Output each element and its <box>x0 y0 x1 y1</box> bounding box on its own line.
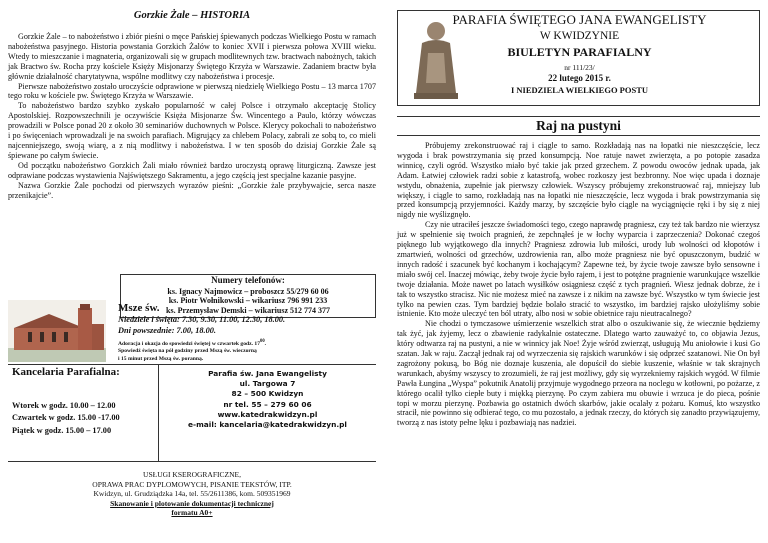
left-column <box>8 10 376 200</box>
parish-city: W KWIDZYNIE <box>539 30 620 42</box>
article-paragraph: Nie chodzi o tymczasowe uśmierzenie wszelkich strat albo o oszukiwanie się, że wiecznie będziemy tak żyć, jak żyjemy, lecz o zbawienie radykalnie ostateczne. Dlatego warto zauważyć to, co objawia Jezus, który odtwarza raj na pustyni, a nie w winnicy jak Noe! Żyje wśród zwierząt, usługują Mu aniołowie i kusi Go szatan. Jak w raju. Zaczął jednak raj od wyrzeczenia się rajskich warunków i się odprzeć szatanowi. Nie On był zagrożony pokusą, bo Bóg nie doznaje kuszenia, ale dopuścił do siebie kuszenie, właśnie w tak skrajnych warunkach, abyśmy wszyscy to zrozumieli, że raj jest możliwy, gdy się wyrzekniemy rajskich wygód. W filmie Pawła Łungina „Wyspa” pokutnik Anatolij przyjmuje wygodnego przeora na noclegu w kotłowni, po pożarze, z którego ocalił tylko ciepłe buty i miękką pierzynę. Po czym zabiera mu obuwie i wrzuca je do pieca, pośnie topi w morzu pierzynę. Pozbawia go ostatnich dwóch skarbów, jakie ocalały z pożaru. Komuś, kto wszystko stracił, nie powinno się odbierać tego, co mu pozostało, a jednak rzeczy, do których się zanadto przywiązujemy, tworzą z nas istoty pełne lęku i pozbawiają nas nadziei. <box>397 319 760 428</box>
office-hours-line: Czwartek w godz. 15.00 -17.00 <box>12 413 120 423</box>
history-title: Gorzkie Żale – HISTORIA <box>133 10 251 21</box>
ad-line-underlined: Skanowanie i plotowanie dokumentacji technicznej <box>110 498 274 508</box>
office-hours <box>12 400 162 437</box>
office-hours-line: Piątek w godz. 15.00 – 17.00 <box>12 425 112 435</box>
ad-line-underlined: formatu A0+ <box>171 508 213 517</box>
article-title: Raj na pustyni <box>397 116 760 136</box>
masses-note <box>118 338 376 363</box>
history-paragraph: Gorzkie Żale – to nabożeństwo i zbiór pieśni o męce Pańskiej śpiewanych podczas Wielkiego Postu w ramach nabożeństwa pasyjnego. Historia powstania Gorzkich Żalów to koniec XVII i pierwsza połowa XVIII wieku. Wtedy to mieszczanie i magnateria, organizowali się w grupach modlitewnych tzw. bractwach nabożnych, takich jak Bractwo św. Rocha przy kościele Księży Misjonarzy Świętego Krzyża w Warszawie. Zadaniem bractw była głównie działalność charytatywna, wspólne modlitwy czy nabożeństwa i procesje. <box>8 32 376 81</box>
ad-line: USŁUGI KSEROGRAFICZNE, <box>143 470 241 479</box>
ad-line: Kwidzyn, ul. Grudziądzka 14a, tel. 55/2611386, kom. 509351969 <box>93 489 291 498</box>
ad-line: OPRAWA PRAC DYPLOMOWYCH, PISANIE TEKSTÓW, ITP. <box>92 479 292 489</box>
address-line: nr tel. 55 – 279 60 06 <box>223 399 312 409</box>
phones-title: Numery telefonów: <box>211 275 285 285</box>
address-line: 82 – 500 Kwidzyn <box>231 389 304 399</box>
printing-ad <box>8 470 376 518</box>
article-paragraph: Próbujemy zrekonstruować raj i ciągle to samo. Rozkładają nas na łopatki nie nieszczęście, lecz wygoda i brak powstrzymania się przed konsumpcją. Noe ratuje nawet zwierzęta, a po potopie zasadza winnicę, czyli ogród. Wszystko miało być takie jak przed grzechem. Z powodu owoców jednak upada, jak Adam. Łatwiej człowiek radzi sobie z katastrofą, wobec rozkoszy jest bezbronny. Noe więc upada i doznaje wstydu, obnażenia, zupełnie jak pierwszy człowiek. Wszyscy próbujemy zrekonstruować raj, mniejszy lub większy, i ciągle to samo, rozkładają nas na łopatki nie nieszczęście, lecz wygoda i brak powstrzymania się przed konsumpcją przyjemności. Każdy marzy, by szczęście było ciągle na wyciągnięcie ręki i by się z niej nigdy nie wyślizgnęło. <box>397 141 760 220</box>
bulletin-number: nr 111/23/ <box>564 63 595 72</box>
mass-schedule <box>118 302 376 363</box>
masses-note-end: . <box>264 340 267 347</box>
church-image <box>8 300 106 362</box>
office-title: Kancelaria Parafialna: <box>12 366 120 378</box>
article-text <box>397 141 760 428</box>
history-paragraph: Od początku nabożeństwo Gorzkich Żali miało również bardzo uroczystą oprawę liturgiczną. Zawsze jest odprawiane podczas wystawienia Najświętszego Sakramentu, a jego częścią jest specjalne kazanie pasyjne. <box>8 160 376 180</box>
masses-note-text: Adoracja i okazja do spowiedzi świętej w czwartek godz. 17 <box>118 340 260 347</box>
article-paragraph: Czy nie utraciłeś jeszcze świadomości tego, czego naprawdę pragniesz, czy też tak bardzo nie wierzysz już w spełnienie się twoich pragnień, że zepchnąłeś je w łochy wyparcia i zaprzeczenia? Dokonać czegoś pięknego lub wyjątkowego dla innych? Pragniesz zdrowia lub miłości, urody lub wolności od kłopotów i zmartwień, wolności od grzechów, uzdrowienia ran, albo może pragniesz nie być opuszczonym, budzić w innych radość i szacunek być kochanym i kochającym? Zapewne też, by życie twoje zawsze było sensowne i miało swój cel. Inaczej mówiąc, żeby twoje życie było rajem, i jest to potężne pragnienie warunkujące wszelkie twoje działania. Może nawet po latach wysiłków osiągniesz część z tych pragnień. Wiesz jednak dobrze, że i tak to wszystko stracisz. Nic nie możesz mieć na zawsze i z nikim na zawsze być. Wszystko w tym świecie jest tylko na pewien czas. Tym bardziej będzie bolało stracić to wszystko, im bardziej rajsko ułożyliśmy sobie istnienie. Kto może uleczyć ten ból utraty, albo nosi w sobie obietnice raju nieutracalnego? <box>397 220 760 319</box>
masses-title: Msze św. <box>118 302 160 314</box>
masses-weekdays: Dni powszednie: 7.00, 18.00. <box>118 326 216 335</box>
history-paragraph: Nazwa Gorzkie Żale pochodzi od pierwszych wyrazów pieśni: „Gorzkie żale przybywajcie, serca nasze przenikajcie”. <box>8 180 376 200</box>
masses-note-text: i 15 minut przed Mszą św. poranną. <box>118 355 204 362</box>
address-line: ul. Targowa 7 <box>239 379 296 389</box>
phone-line: ks. Ignacy Najmowicz – proboszcz 55/279 60 06 <box>167 286 329 296</box>
history-paragraph: Pierwsze nabożeństwo zostało uroczyście odprawione w pierwszą niedzielę Wielkiego Postu – 13 marca 1707 tego roku w kościele pw. Świętego Krzyża w Warszawie. <box>8 81 376 101</box>
right-column <box>397 10 760 428</box>
phone-line: ks. Przemysław Demski – wikariusz 512 774 377 <box>166 305 330 315</box>
parish-address <box>158 365 376 462</box>
history-paragraph: To nabożeństwo bardzo szybko zyskało popularność w całej Polsce i otrzymało akceptację Stolicy Apostolskiej. Rozpowszechnili je oczywiście Księża Misjonarze Św. Wincentego a Paulo, którzy wówczas prowadzili w Polsce ponad 20 z około 30 seminariów duchownych w Polsce. Klerycy pokochali to nabożeństwo i po święceniach wprowadzali je na swoich parafiach. Migrujący za chlebem Polacy, zabrali ze sobą to, co mieli najcenniejszego, swoją wiarę, a z nią modlitwy i nabożeństwa. I w ten sposób do dzisiaj Gorzkie Żale są śpiewane po całym świecie. <box>8 101 376 160</box>
bulletin-header <box>397 10 760 106</box>
website-link[interactable]: www.katedrakwidzyn.pl <box>217 409 318 419</box>
bulletin-date: 22 lutego 2015 r. <box>548 73 611 83</box>
history-text <box>8 32 376 200</box>
address-line: Parafia św. Jana Ewangelisty <box>208 369 327 378</box>
masses-note-text: Spowiedź święta na pół godziny przed Mszą św. wieczorną <box>118 348 257 355</box>
parish-name: PARAFIA ŚWIĘTEGO JANA EWANGELISTY <box>452 12 707 27</box>
liturgical-sunday: I NIEDZIELA WIELKIEGO POSTU <box>510 85 649 95</box>
email-link[interactable]: e-mail: kancelaria@katedrakwidzyn.pl <box>188 420 347 430</box>
parish-office <box>8 364 376 462</box>
phone-line: ks. Piotr Wołnikowski – wikariusz 796 991 233 <box>168 296 328 306</box>
bulletin-title: BIULETYN PARAFIALNY <box>507 45 652 59</box>
masses-note-sup: 00 <box>260 339 265 344</box>
office-hours-block <box>12 365 162 437</box>
masses-sundays: Niedziele i święta: 7.30, 9.30, 11.00, 12.30, 18.00. <box>118 315 286 324</box>
office-hours-line: Wtorek w godz. 10.00 – 12.00 <box>12 401 116 410</box>
